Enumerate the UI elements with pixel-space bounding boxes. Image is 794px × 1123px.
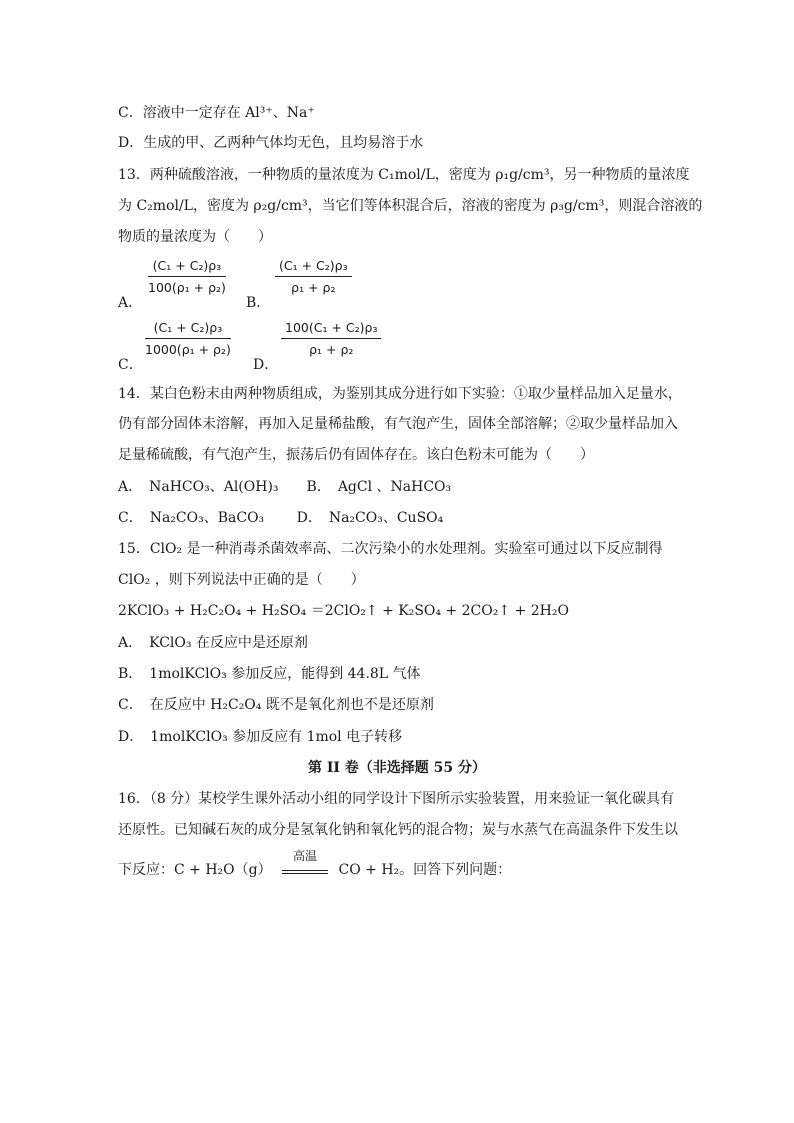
q13-option-b-fraction [275,258,352,295]
q13-option-a-denominator: 100(ρ₁ + ρ₂) [148,280,226,295]
q13-option-a-label: A． [118,295,143,311]
q14-stem-line1: 14．某白色粉末由两种物质组成，为鉴别其成分进行如下实验：①取少量样品加入足量水， [118,386,682,402]
reaction-condition-arrow [282,849,328,874]
q13-option-a-numerator: (C₁ + C₂)ρ₃ [152,258,222,273]
q15-option-c: C． 在反应中 H₂C₂O₄ 既不是氧化剂也不是还原剂 [118,697,434,713]
q13-option-a-fraction [148,258,226,295]
q13-option-d-fraction [281,320,381,357]
q15-equation: 2KClO₃ + H₂C₂O₄ + H₂SO₄ ＝2ClO₂↑ + K₂SO₄ + 2CO₂↑ + 2H₂O [118,603,569,619]
q13-option-c-denominator: 1000(ρ₁ + ρ₂) [145,342,231,357]
q13-option-b-denominator: ρ₁ + ρ₂ [291,280,336,295]
q16-stem-line2: 还原性。已知碱石灰的成分是氢氧化钠和氧化钙的混合物；炭与水蒸气在高温条件下发生以 [118,822,678,838]
reaction-condition-label: 高温 [293,849,318,863]
q14-options-ab: A． NaHCO₃、Al(OH)₃ B． AgCl 、NaHCO₃ [118,479,452,495]
q15-option-b: B． 1molKClO₃ 参加反应，能得到 44.8L 气体 [118,666,421,682]
q14-stem-line3: 足量稀硫酸，有气泡产生，振荡后仍有固体存在。该白色粉末可能为（ ） [118,447,594,463]
q16-stem-line3 [118,849,512,880]
q13-option-d-denominator: ρ₁ + ρ₂ [309,342,354,357]
q13-option-c-label: C． [118,357,143,373]
section-title: 第 II 卷（非选择题 55 分） [307,760,487,776]
q13-stem-line3: 物质的量浓度为（ ） [118,229,272,245]
q15-option-a: A． KClO₃ 在反应中是还原剂 [118,635,308,651]
q14-options-cd: C． Na₂CO₃、BaCO₃ D． Na₂CO₃、CuSO₄ [118,510,444,526]
q12-option-d: D．生成的甲、乙两种气体均无色，且均易溶于水 [118,135,424,151]
q13-option-b-label: B． [246,295,271,311]
q13-option-b-numerator: (C₁ + C₂)ρ₃ [279,258,348,273]
q15-stem-line1: 15．ClO₂ 是一种消毒杀菌效率高、二次污染小的水处理剂。实验室可通过以下反应制得 [118,541,663,557]
q13-option-c-numerator: (C₁ + C₂)ρ₃ [153,320,223,335]
q14-stem-line2: 仍有部分固体未溶解，再加入足量稀盐酸，有气泡产生，固体全部溶解；②取少量样品加入 [118,416,678,432]
q13-stem-line2: 为 C₂mol/L，密度为 ρ₂g/cm³，当它们等体积混合后，溶液的密度为 ρ₃g/cm³，则混合溶液的 [118,198,703,214]
q15-option-d: D． 1molKClO₃ 参加反应有 1mol 电子转移 [118,729,403,745]
q13-option-c-fraction [145,320,231,357]
q13-stem-line1: 13．两种硫酸溶液，一种物质的量浓度为 C₁mol/L，密度为 ρ₁g/cm³，另一种物质的量浓度 [118,167,690,183]
q16-reaction-right: CO + H₂。回答下列问题： [338,862,512,878]
q16-reaction-left: 下反应：C + H₂O（g） [118,862,272,878]
q16-stem-line1: 16．（8 分）某校学生课外活动小组的同学设计下图所示实验装置，用来验证一氧化碳具有 [118,791,675,807]
q13-option-d-numerator: 100(C₁ + C₂)ρ₃ [285,320,378,335]
q13-option-d-label: D． [253,357,279,373]
equals-arrow-icon [282,870,328,874]
q15-stem-line2: ClO₂ ，则下列说法中正确的是（ ） [118,572,365,588]
q12-option-c: C．溶液中一定存在 Al³⁺、Na⁺ [118,105,315,121]
